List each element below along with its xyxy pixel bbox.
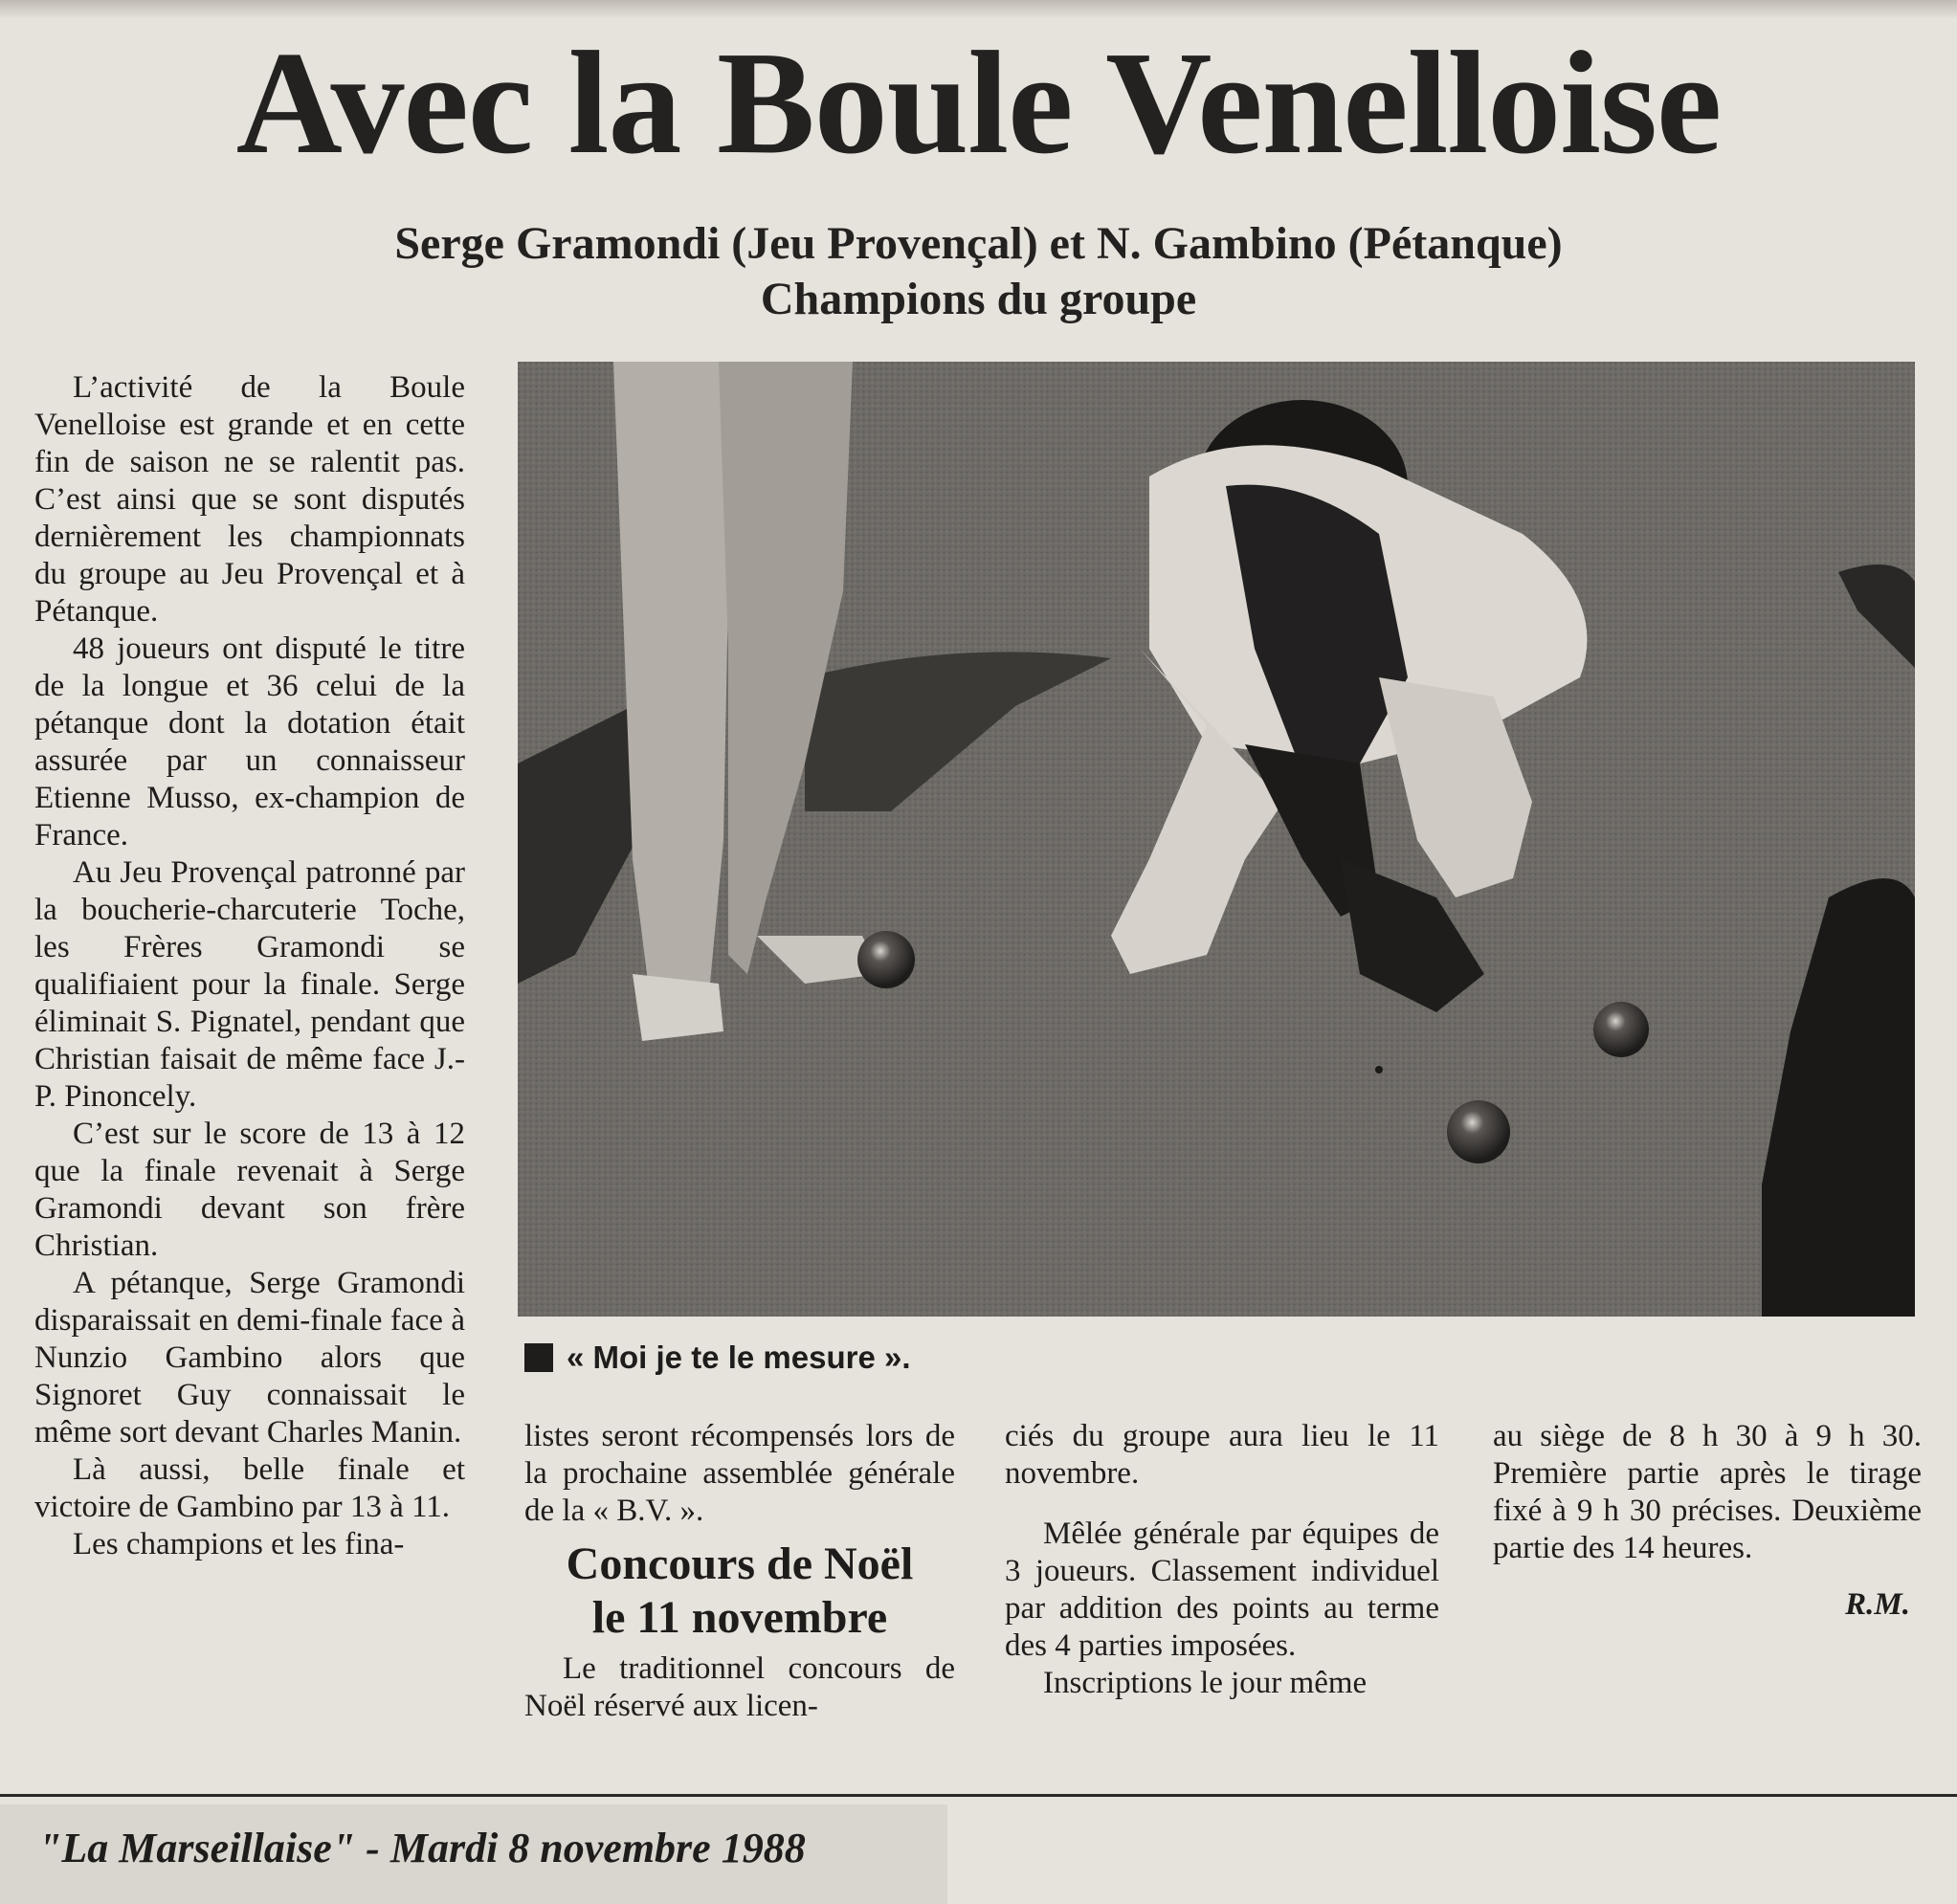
paragraph: Au Jeu Provençal patronné par la boucherie-charcuterie Toche, les Frères Gramondi se qualifiaient pour la finale. Serge éliminait S. Pignatel, pendant que Christian faisait de même face J.-P. Pinoncely. (34, 855, 465, 1114)
paragraph: 48 joueurs ont disputé le titre de la longue et 36 celui de la pétanque dont la dotation était assurée par un connaisseur Etienne Musso, ex-champion de France. (34, 631, 465, 852)
headline: Avec la Boule Venelloise (235, 22, 1722, 185)
subtitle (0, 216, 1957, 327)
scan-edge-shadow (0, 0, 1957, 19)
author-signature: R.M. (1845, 1587, 1910, 1622)
subheading-concours-de-noel (524, 1538, 955, 1645)
article-column-4 (1493, 1418, 1922, 1624)
paragraph: Les champions et les fina- (73, 1527, 405, 1561)
source-citation: "La Marseillaise" - Mardi 8 novembre 1988 (38, 1825, 806, 1871)
photo-illustration (518, 362, 1915, 1317)
subtitle-line-1: Serge Gramondi (Jeu Provençal) et N. Gambino (Pétanque) (394, 218, 1563, 269)
paragraph: ciés du groupe aura lieu le 11 novembre. (1005, 1419, 1439, 1491)
paragraph: Mêlée générale par équipes de 3 joueurs. Classement individuel par addition des points au terme des 4 parties imposées. (1005, 1517, 1439, 1663)
paragraph: Inscriptions le jour même (1043, 1666, 1368, 1700)
paragraph: Là aussi, belle finale et victoire de Gambino par 13 à 11. (34, 1452, 465, 1524)
paragraph: A pétanque, Serge Gramondi disparaissait en demi-finale face à Nunzio Gambino alors que Signoret Guy connaissait le même sort devant Charles Manin. (34, 1266, 465, 1450)
paragraph: C’est sur le score de 13 à 12 que la finale revenait à Serge Gramondi devant son frère Christian. (34, 1117, 465, 1263)
paragraph: Le traditionnel concours de Noël réservé aux licen- (524, 1651, 955, 1723)
petanque-photo (518, 362, 1915, 1317)
article-column-2 (524, 1418, 955, 1725)
article-column-3 (1005, 1418, 1439, 1702)
subtitle-line-2: Champions du groupe (760, 274, 1197, 324)
caption-text: « Moi je te le mesure ». (567, 1339, 911, 1375)
subheading-line-2: le 11 novembre (591, 1592, 888, 1643)
paragraph: listes seront récompensés lors de la prochaine assemblée générale de la « B.V. ». (524, 1419, 955, 1528)
paragraph: au siège de 8 h 30 à 9 h 30. Première partie après le tirage fixé à 9 h 30 précises. Deuxième partie des 14 heures. (1493, 1419, 1922, 1565)
caption-square-icon (524, 1343, 553, 1372)
article-column-1 (34, 369, 465, 1563)
photo-caption (524, 1339, 911, 1377)
footer-divider (0, 1794, 1957, 1797)
paragraph: L’activité de la Boule Venelloise est grande et en cette fin de saison ne se ralentit pas. C’est ainsi que se sont disputés dernièrement les championnats du groupe au Jeu Provençal et à Pétanque. (34, 370, 465, 629)
subheading-line-1: Concours de Noël (566, 1539, 914, 1589)
